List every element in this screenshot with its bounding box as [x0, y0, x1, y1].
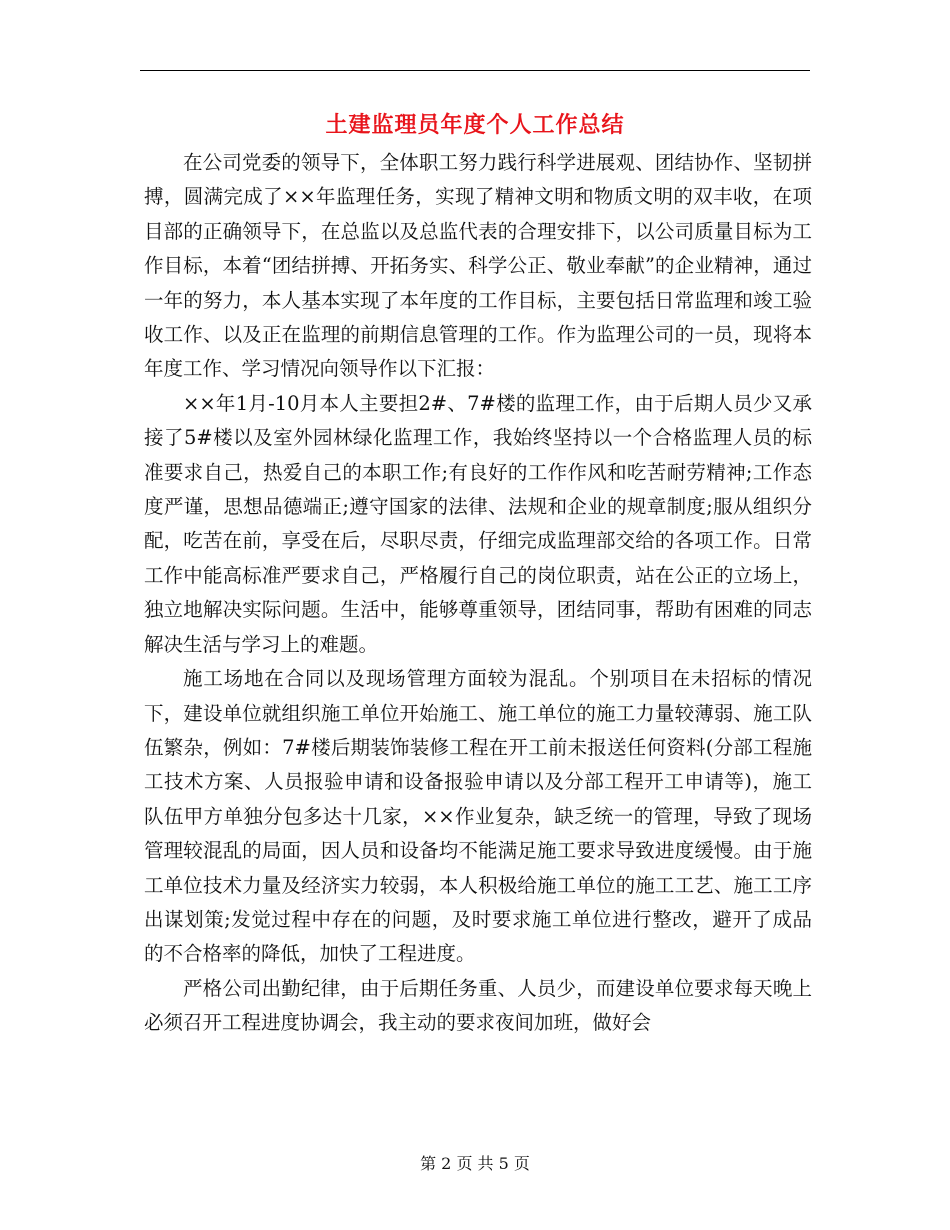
- document-title: 土建监理员年度个人工作总结: [325, 113, 625, 138]
- paragraph-1: 在公司党委的领导下，全体职工努力践行科学进展观、团结协作、坚韧拼搏，圆满完成了××年监理任务，实现了精神文明和物质文明的双丰收，在项目部的正确领导下，在总监以及总监代表的合理安排下，以公司质量目标为工作目标，本着“团结拼搏、开拓务实、科学公正、敬业奉献”的企业精神，通过一年的努力，本人基本实现了本年度的工作目标，主要包括日常监理和竣工验收工作、以及正在监理的前期信息管理的工作。作为监理公司的一员，现将本年度工作、学习情况向领导作以下汇报：: [144, 151, 812, 381]
- paragraph-3: 施工场地在合同以及现场管理方面较为混乱。个别项目在未招标的情况下，建设单位就组织施工单位开始施工、施工单位的施工力量较薄弱、施工队伍繁杂，例如：7#楼后期装饰装修工程在开工前未报送任何资料(分部工程施工技术方案、人员报验申请和设备报验申请以及分部工程开工申请等)，施工队伍甲方单独分包多达十几家，××作业复杂，缺乏统一的管理，导致了现场管理较混乱的局面，因人员和设备均不能满足施工要求导致进度缓慢。由于施工单位技术力量及经济实力较弱，本人积极给施工单位的施工工艺、施工工序出谋划策;发觉过程中存在的问题，及时要求施工单位进行整改，避开了成品的不合格率的降低，加快了工程进度。: [144, 667, 812, 966]
- header-rule: [140, 70, 810, 71]
- paragraph-4: 严格公司出勤纪律，由于后期任务重、人员少，而建设单位要求每天晚上必须召开工程进度协调会，我主动的要求夜间加班，做好会: [144, 976, 812, 1035]
- paragraph-2: ××年1月-10月本人主要担2#、7#楼的监理工作，由于后期人员少又承接了5#楼以及室外园林绿化监理工作，我始终坚持以一个合格监理人员的标准要求自己，热爱自己的本职工作;有良好的工作作风和吃苦耐劳精神;工作态度严谨，思想品德端正;遵守国家的法律、法规和企业的规章制度;服从组织分配，吃苦在前，享受在后，尽职尽责，仔细完成监理部交给的各项工作。日常工作中能高标准严要求自己，严格履行自己的岗位职责，站在公正的立场上，独立地解决实际问题。生活中，能够尊重领导，团结同事，帮助有困难的同志解决生活与学习上的难题。: [144, 391, 812, 656]
- document-body: [144, 146, 812, 1041]
- page-number: 第 2 页 共 5 页: [420, 1154, 530, 1173]
